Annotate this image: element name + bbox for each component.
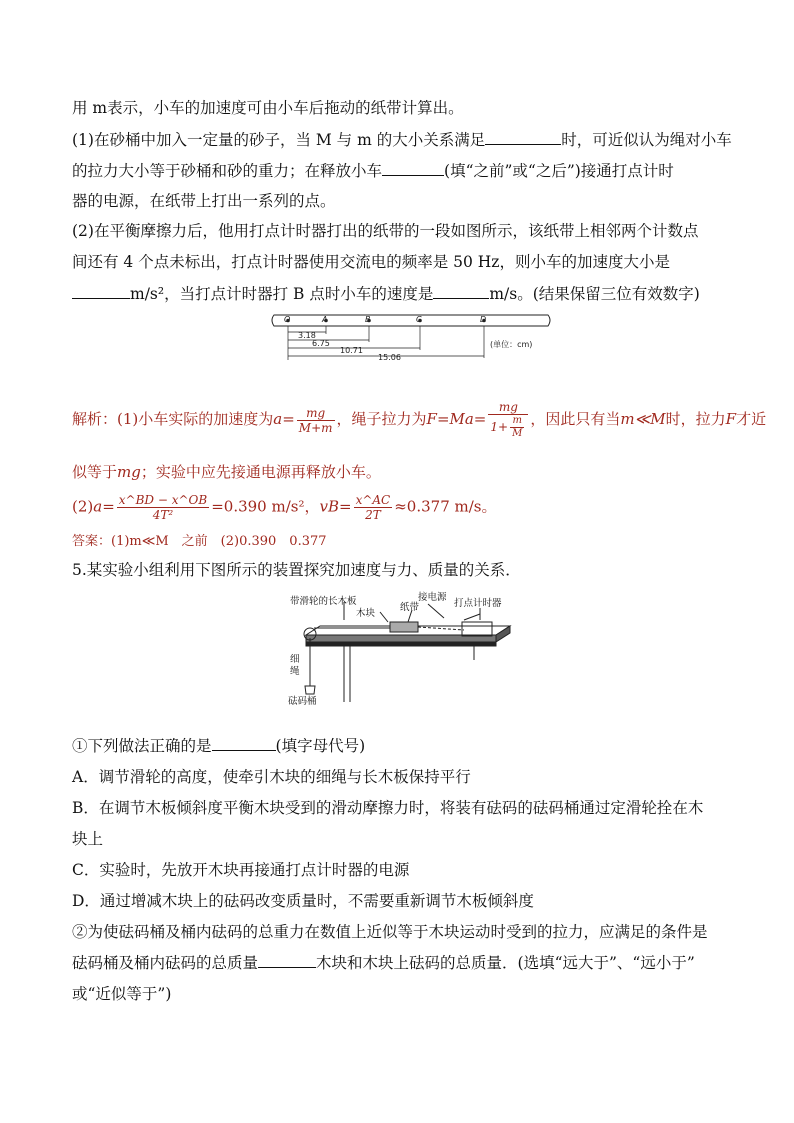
tape-point-D: D (480, 315, 487, 324)
fraction-tension (488, 400, 528, 440)
denominator-prefix: 1+ (490, 420, 509, 434)
solution-text: ≈0.377 m/s。 (394, 497, 497, 516)
fraction-denominator: M+m (298, 420, 333, 435)
fraction-denominator: 4T² (152, 508, 174, 522)
q5-part2-line-2 (72, 953, 695, 973)
solution-label: 解析： (72, 410, 118, 428)
q2-line-3 (72, 284, 700, 304)
q1-line-1 (72, 130, 732, 150)
tape-point-C: C (416, 315, 422, 324)
q5-part2-line-3: 或“近似等于”) (72, 985, 172, 1003)
solution-line-2 (72, 462, 381, 482)
fig-label-board: 带滑轮的长木板 (290, 596, 357, 607)
q1-line-2 (72, 161, 674, 181)
q5-blank-choice[interactable] (212, 736, 276, 751)
q2-blank-velocity[interactable] (433, 284, 489, 299)
solution-text: 似等于 (72, 463, 118, 481)
fig-label-block: 木块 (356, 608, 376, 619)
q1-text-b: 时，可近似认为绳对小车 (561, 131, 732, 149)
solution-symbol: F (725, 410, 737, 428)
q1-text-a: (1)在砂桶中加入一定量的砂子，当 M 与 m 的大小关系满足 (72, 131, 486, 149)
intro-line: 用 m表示，小车的加速度可由小车后拖动的纸带计算出。 (72, 99, 464, 117)
q1-line-3: 器的电源，在纸带上打出一系列的点。 (72, 192, 336, 210)
option-D: D．通过增减木块上的砝码改变质量时，不需要重新调节木板倾斜度 (72, 892, 534, 910)
solution-text: 时，拉力 (665, 410, 726, 428)
fraction-numerator: mg (297, 406, 335, 421)
q5-part2-line-1: ②为使砝码桶及桶内砝码的总重力在数值上近似等于木块运动时受到的拉力，应满足的条件是 (72, 923, 708, 941)
answer-line: 答案：(1)m≪M 之前 (2)0.390 0.377 (72, 534, 327, 549)
q2-line-1: (2)在平衡摩擦力后，他用打点计时器打出的纸带的一段如图所示，该纸带上相邻两个计数点 (72, 222, 699, 240)
solution-line-1 (72, 400, 766, 440)
fraction-accel (297, 406, 335, 435)
q1-blank-relation[interactable] (485, 130, 561, 145)
solution-text: ，因此只有当 (530, 410, 621, 428)
q1-text-c: 的拉力大小等于砂桶和砂的重力；在释放小车 (72, 162, 383, 180)
fraction-denominator (488, 415, 528, 440)
solution-formula: a= (93, 497, 115, 516)
solution-formula: F=Ma= (426, 410, 487, 428)
solution-text: 才近 (736, 410, 767, 428)
solution-text: (2) (72, 497, 94, 516)
q2-line-2: 间还有 4 个点未标出，打点计时器使用交流电的频率是 50 Hz，则小车的加速度大小是 (72, 253, 670, 271)
q2-blank-acceleration[interactable] (72, 284, 130, 299)
q5-text: ①下列做法正确的是 (72, 737, 212, 755)
tape-point-O: O (284, 315, 291, 324)
tape-unit: (单位：cm) (490, 340, 533, 349)
fraction-numerator: m (510, 415, 524, 428)
solution-formula: a= (273, 410, 295, 428)
q2-text-d: m/s。(结果保留三位有效数字) (489, 285, 700, 303)
fraction-m-over-M (510, 415, 524, 440)
option-C: C．实验时，先放开木块再接通打点计时器的电源 (72, 861, 410, 879)
fig-label-bucket: 砝码桶 (288, 696, 317, 707)
fraction-numerator: mg (488, 400, 528, 415)
q2-text-c: m/s²，当打点计时器打 B 点时小车的速度是 (130, 285, 434, 303)
fig-label-power: 接电源 (418, 592, 447, 603)
option-A: A．调节滑轮的高度，使牵引木块的细绳与长木板保持平行 (72, 768, 471, 786)
solution-text: ，绳子拉力为 (336, 410, 427, 428)
tape-dim-OA: 3.18 (298, 331, 316, 340)
option-B-line-2: 块上 (72, 830, 104, 848)
solution-text: =0.390 m/s²， (211, 497, 320, 516)
option-B-line-1: B．在调节木板倾斜度平衡木块受到的滑动摩擦力时，将装有砝码的砝码桶通过定滑轮拴在木 (72, 799, 704, 817)
fig-label-tape: 纸带 (400, 602, 420, 613)
solution-symbol: mg (117, 463, 141, 481)
solution-condition: m≪M (620, 410, 666, 428)
q5-title: 5.某实验小组利用下图所示的装置探究加速度与力、质量的关系． (72, 561, 521, 579)
fig-label-rope-1: 细 (290, 654, 300, 665)
fig-label-timer: 打点计时器 (454, 598, 502, 609)
q1-blank-order[interactable] (382, 161, 444, 176)
fraction-acceleration-calc (117, 493, 209, 522)
tape-point-A: A (322, 315, 328, 324)
fraction-denominator: M (512, 428, 523, 439)
q5-text: 砝码桶及桶内砝码的总质量 (72, 954, 259, 972)
q1-text-d: (填“之前”或“之后”)接通打点计时 (444, 162, 674, 180)
q5-text: (填字母代号) (275, 737, 366, 755)
q5-part1 (72, 736, 365, 756)
tape-dim-OB: 6.75 (312, 339, 330, 348)
solution-text: ；实验中应先接通电源再释放小车。 (140, 463, 381, 481)
paper-tape-figure (268, 312, 554, 362)
tape-point-B: B (365, 315, 371, 324)
fig-label-rope-2: 绳 (290, 666, 300, 677)
fraction-numerator: x^AC (355, 493, 391, 507)
fraction-denominator: 2T (365, 508, 381, 522)
tape-dim-OC: 10.71 (340, 346, 363, 355)
apparatus-figure (284, 590, 524, 710)
q5-blank-comparison[interactable] (258, 953, 316, 968)
q5-text: 木块和木块上砝码的总质量．(选填“远大于”、“远小于” (316, 954, 695, 972)
fraction-numerator: x^BD − x^OB (118, 493, 208, 507)
solution-text: (1)小车实际的加速度为 (117, 410, 274, 428)
fraction-velocity-calc (354, 493, 393, 522)
solution-line-3 (72, 493, 497, 522)
tape-dim-OD: 15.06 (378, 353, 401, 362)
solution-formula: vB= (319, 497, 352, 516)
